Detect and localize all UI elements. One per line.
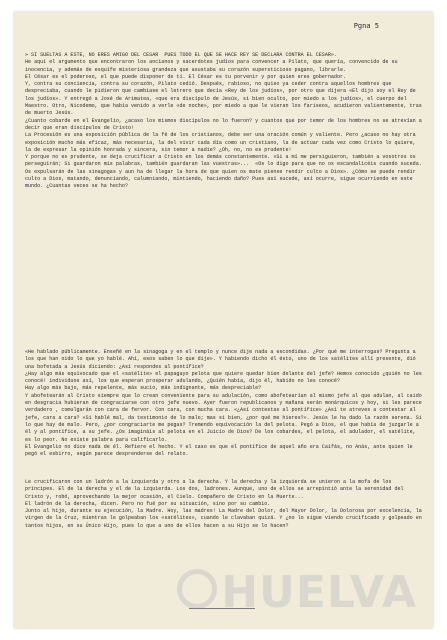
text-block-1: » SI SUELTAS A ESTE, NO ERES AMIGO DEL CESAR PUES TODO EL QUE SE HACE REY SE DECLARA CONTRA EL CESAR». He aquí el argumento que encontraron los ancianos y sacerdotes judíos para convencer a Pilato, que quería, convencido de su inocencia, y además de esquife misteriosa grandeza que asustaba su corazón supersticioso pagano, librarle. El César es el poderoso, el que puede disponer de tí. El César es tu porvenir y por quien eres gobernador. Y, contra su conciencia, contra su corazón, Pilato cedió. Después, rabioso, no quiso ya ceder contra aquellos hombres que despreciaba, cuando le pidieron que cambiase el letrero que decía «Rey de los judíos», por otro que dijera «El dijo soy el Rey de los judíos». Y entregó a José de Arimatea, «que era discípulo de Jesús, si bien oculto, por miedo a los judíos», el cuerpo del Maestro. Otro, Nicodemo, que había venido a verle «de noche», por miedo a que le vieran los fariseos, acudieron valientemente, tras de muerto Jesús. ¿Cuanto cobarde en el Evangelio, ¿acaso los mismos discípulos no lo fueron? y cuantos que por temor de los hombres no se atrevían a decir que eran discípulos de Cristo! La Procesión es una exposición pública de la fé de los cristianos, debe ser una oración común y valiente. Pero ¿acaso no hay otra exposición mucho más eficaz, más necesaria, la del vivir cada día como un cristiano, la de actuar cada vez como Cristo lo quiere, la de expresar la opinión honrada y sincera, sin temor a nadie? ¿Oh, no, no es prudente! Y porque no es prudente, se deja crucificar a Cristo en los demás constantemente. «Si a mí me persiguieron, también a vosotros os perseguirán; Si guardaron mis palabras, también guardaran las vuestras»... «Os lo digo para que no os escandalicéis cuando suceda. Os expulsarán de las sinagogas y aun ha de llegar la hora de que quien os mate piense rendir culto a Dios». ¿Cómo se puede rendir culto a Dios, matando, denunciando, calumniando, mintiendo, haciendo daño? Pues así sucede, así ocurre, sigue ocurriendo en este mundo. ¿Cuantas veces se ha hecho?: [25, 52, 422, 190]
page-number: Pgna 5: [353, 22, 379, 30]
document-page: [14, 12, 433, 628]
closing-rule: [189, 608, 255, 609]
watermark-text: HUELVA: [221, 567, 417, 618]
watermark-logo-icon: [177, 569, 217, 609]
text-block-3: Le crucificaron con un ladrón a la izquierda y otro a la derecha. Y la derecha y la izquierda se unieron a la mofa de los príncipes. El de la derecha y el de la izquierda. Los dos, ladrones. Aunque, uno de ellos se arrepintió ante la serenidad del Cristo y, robó, aprovechando la mejor ocasión, el Cielo. Compañero de Cristo en la Muerte... El ladrón de la derecha, dicen. Pero no fué por su situación, sino por su cambio. Junto al hijo, durante su ejecución, la Madre. Hoy, las madres! La Madre del Dolor, del Mayor Dolor, la Dolorosa por excelencia, la virgen de la Cruz, mientras le golpeaban los «satélites», cuando le clavaban quizá. Y ¿no lo sigue viendo crucificado y golpeado en tantos hijos, en su Único Hijo, pues lo que a uno de ellos hacen a su Hijo se lo hacen?: [25, 479, 422, 529]
text-block-2: «He hablado públicamente. Enseñé en la sinagoga y en el templo y nunce dije nada a escondidas. ¿Por qué me interrogas? Pregunta a los que han oido lo que yo hablé. Ahí, esos saben lo que dije». Y habiendo dicho él ésto, uno de los satélites allí presente, dió una bofetada a Jesús diciendo: ¿Así respondes al pontífice? ¿Hay algo más equivocado que el «satélite» el papagayo pelota que quiere quedar bien delante del jefe? Hemos conocido ¿quién no les conocé! individuos así, los que esperan prosperar adulando, ¿Quién había, dijo él, habido no les conocé? Hay algo más bajo, más repelente, más sucio, más indignante, más despreciable? Y abofetearán al Cristo siempre que lo crean conveniente para su adulación, como abofetearían al mismo jefe al que adulan, al caido en desgracia hubieran de congraciarse con otro jefe nuevo. Ayer fueron republicanos y mañana serán monárquicos y hoy, si les parece verdadero , comulgarán con cara de fervor. Con cara, con mucha cara. «¿Así contestas al pontífice» ¿Así te atreves a contestar al jefe, cara a cara? «Si hablé mal, da testimonio de lo malo; mas si bien, ¿por qué me hieres?». Jesús le ha dado la razón serena. Si lo que hay de malo. Pero, ¿por congraciarte me pegas? Tremendo equivocación la del pelota. Pegó a Dios, el que había de juzgarle a él y al pontífice, a su jefe. ¿Os imagináis al pelota en el Juicio de Dios? De los cobardes, el pelota, el adulador, el satélite, es lo peor. No existe palabra para calificarlo. El Evangelio no dice nada de él. Refiere el hecho. Y el caso es que el pontífice de aquel año era Caifás, no Anás, ante quien le pegó el esbirro, según parece desprenderse del relato.: [25, 349, 422, 458]
archive-watermark: [177, 567, 417, 618]
